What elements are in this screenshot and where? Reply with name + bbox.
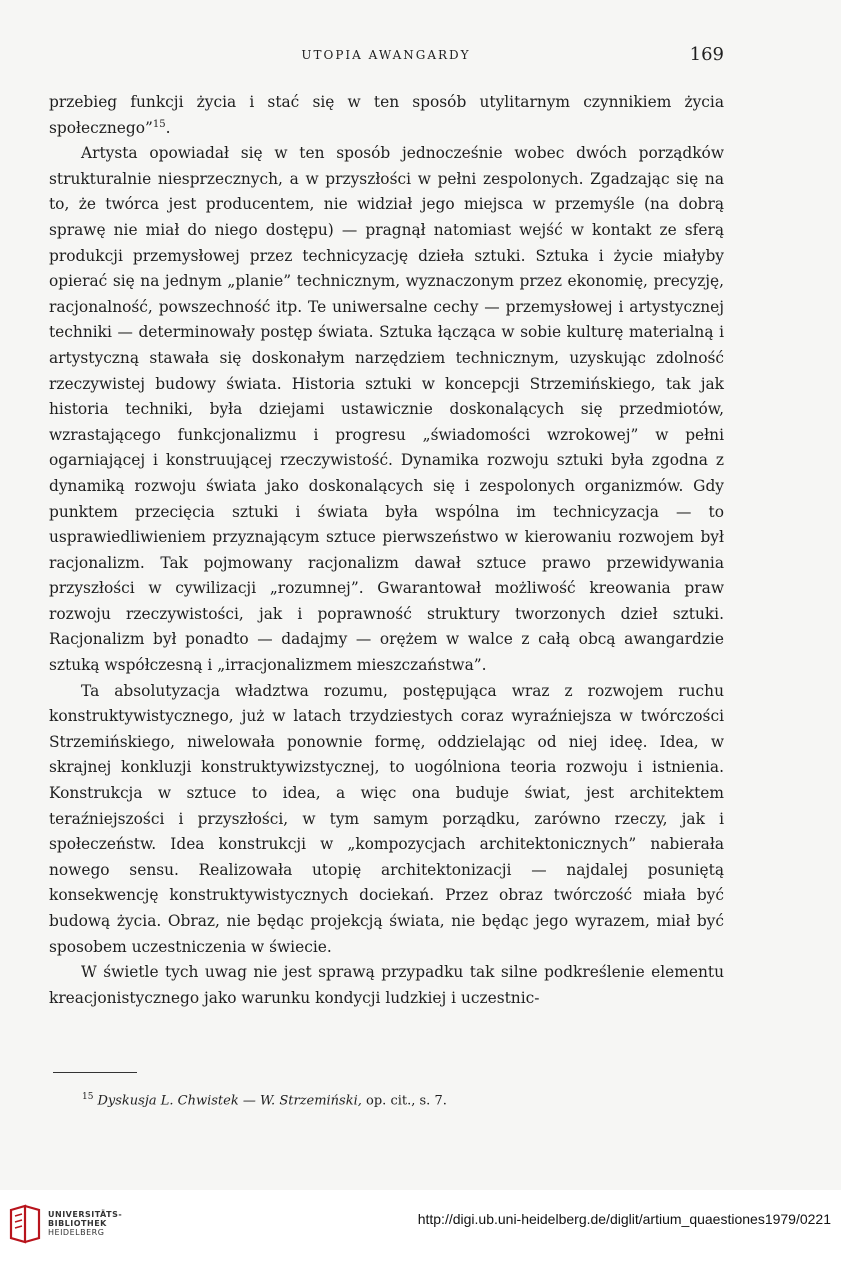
library-name-line: HEIDELBERG: [48, 1228, 105, 1237]
footnote-authors: Dyskusja L. Chwistek — W. Strzemiński,: [97, 1093, 362, 1109]
page-number: 169: [689, 44, 724, 65]
paragraph-text: przebieg funkcji życia i stać się w ten sposób utylitarnym czynnikiem życia społecznego”: [49, 93, 724, 137]
library-name-line: BIBLIOTHEK: [48, 1219, 107, 1228]
paragraph-end-punctuation: .: [165, 118, 171, 137]
library-name[interactable]: [48, 1210, 122, 1237]
footnote-number: 15: [82, 1092, 94, 1102]
paragraph: W świetle tych uwag nie jest sprawą przypadku tak silne podkreślenie elementu kreacjonistycznego jako warunku kondycji ludzkiej i uczestnic-: [49, 963, 724, 1007]
paragraph-continued: [49, 90, 724, 141]
paragraph: Ta absolutyzacja władztwa rozumu, postępująca wraz z rozwojem ruchu konstruktywistycznego, już w latach trzydziestych coraz wyraźniejsza w twórczości Strzemińskiego, niwelowała ponownie formę, oddzielając od niej ideę. Idea, w skrajnej konkluzji konstruktywizstycznej, to uogólniona teoria rozwoju i istnienia. Konstrukcja w sztuce to idea, a więc ona buduje świat, jest architektem teraźniejszości i przyszłości, w tym samym porządku, zarówno rzeczy, jak i społeczeństw. Idea konstrukcji w „kompozycjach architektonicznych” nabierała nowego sensu. Realizowała utopię architektonizacji — najdalej posuniętą konsekwencję konstruktywistycznych dociekań. Przez obraz twórczość miała być budową życia. Obraz, nie będąc projekcją świata, nie będąc jego wyrazem, miał być sposobem uczestniczenia w świecie.: [49, 681, 724, 956]
source-url-link[interactable]: http://digi.ub.uni-heidelberg.de/diglit/artium_quaestiones1979/0221: [417, 1211, 831, 1227]
running-title: UTOPIA AWANGARDY: [301, 48, 471, 62]
library-logo-icon[interactable]: [8, 1204, 42, 1244]
paragraph: Artysta opowiadał się w ten sposób jednocześnie wobec dwóch porządków strukturalnie niesprzecznych, a w przyszłości w pełni zespolonych. Zgadzając się na to, że twórca jest producentem, nie widział jego miejsca w przemyśle (na dobrą sprawę nie miał do niego dostępu) — pragnął natomiast wejść w kontakt ze sferą produkcji przemysłowej przez technicyzację dzieła sztuki. Sztuka i życie miałyby opierać się na jednym „planie” technicznym, wyznaczonym przez ekonomię, precyzję, racjonalność, powszechność itp. Te uniwersalne cechy — przemysłowej i artystycznej techniki — determinowały postęp świata. Sztuka łącząca w sobie kulturę materialną i artystyczną stawała się doskonałym narzędziem technicznym, uzyskując zdolność rzeczywistej budowy świata. Historia sztuki w koncepcji Strzemińskiego, tak jak historia techniki, była dziejami ustawicznie doskonalących się przedmiotów, wzrastającego funkcjonalizmu i progresu „świadomości wzrokowej” w pełni ogarniającej i konstruującej rzeczywistość. Dynamika rozwoju sztuki była zgodna z dynamiką rozwoju świata jako doskonalących się i zespolonych organizmów. Gdy punktem przecięcia sztuki i świata była wspólna im technicyzacja — to usprawiedliwieniem przyznającym sztuce pierwszeństwo w kierowaniu rozwojem był racjonalizm. Tak pojmowany racjonalizm dawał sztuce prawo przewidywania przyszłości w cywilizacji „rozumnej”. Gwarantował możliwość kreowania praw rozwoju rzeczywistości, jak i poprawność struktury tworzonych dzieł sztuki. Racjonalizm był ponadto — dadajmy — orężem w walce z całą obcą awangardzie sztuką współczesną i „irracjonalizmem mieszczaństwa”.: [49, 144, 724, 675]
footnote-citation: op. cit., s. 7.: [361, 1093, 447, 1109]
footnote: [82, 1088, 722, 1110]
body-text: [49, 90, 724, 1011]
footnote-reference[interactable]: 15: [152, 118, 166, 130]
footnote-divider: [53, 1072, 137, 1073]
viewer-footer: [0, 1190, 841, 1263]
library-name-line: UNIVERSITÄTS-: [48, 1210, 123, 1219]
running-head: [48, 44, 724, 68]
